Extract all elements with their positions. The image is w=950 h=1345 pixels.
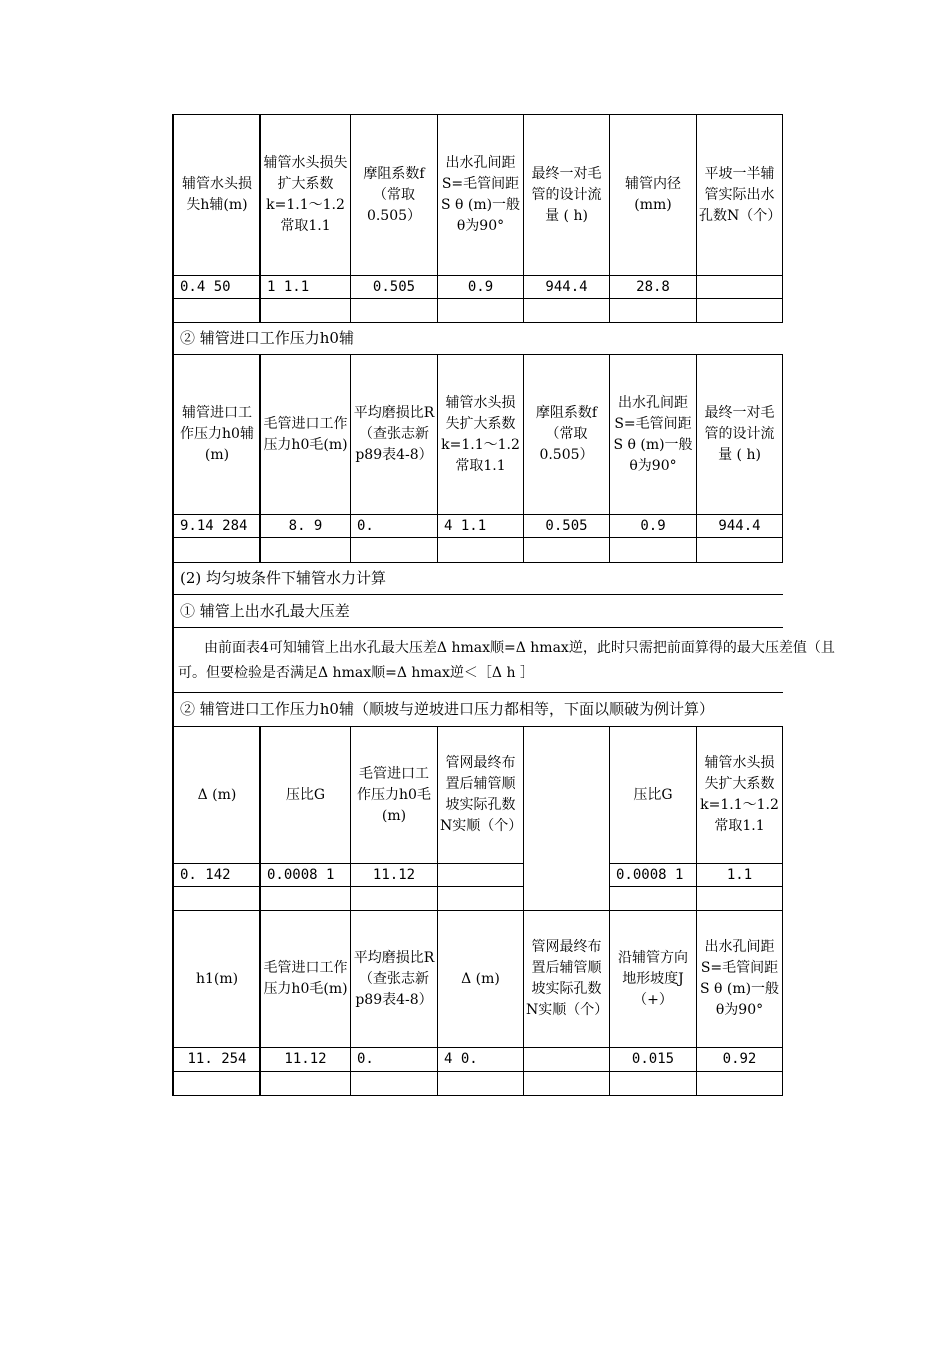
t4-h6: 出水孔间距S=毛管间距 S θ (m)一般θ为90° — [699, 939, 780, 1018]
t2-h6: 最终一对毛管的设计流量 ( h) — [704, 405, 775, 463]
grid-row-line — [172, 863, 524, 864]
section-heading-inlet-pressure: ② 辅管进口工作压力h0辅 — [180, 329, 354, 347]
t3-v3 — [438, 864, 523, 886]
grid-row-line — [172, 1095, 783, 1096]
paragraph-line-2: 可。但要检验是否满足Δ hmax顺=Δ hmax逆＜［Δ h ］ — [178, 665, 534, 681]
t1-v3: 0.9 — [467, 278, 494, 295]
t4-v2: 0. — [357, 1051, 374, 1067]
grid-col-line — [259, 114, 261, 323]
grid-col-line — [259, 354, 261, 563]
grid-row-line — [172, 627, 783, 628]
grid-row-line — [172, 322, 783, 323]
t4-v0: 11. 254 — [187, 1051, 247, 1067]
t4-v1: 11.12 — [284, 1051, 327, 1067]
t4-h3: Δ (m) — [461, 970, 500, 987]
t1-h1: 辅管水头损失扩大系数k=1.1～1.2常取1.1 — [263, 155, 348, 234]
grid-col-line — [523, 354, 524, 563]
t2-v4: 0.505 — [545, 517, 588, 534]
t2-h0: 辅管进口工作压力h0辅(m) — [180, 405, 254, 463]
t3-v1: 0.0008 1 — [267, 866, 335, 883]
t3-h2: 毛管进口工作压力h0毛(m) — [357, 765, 431, 824]
t3-v2: 11.12 — [372, 866, 416, 883]
grid-right-border — [782, 114, 783, 323]
grid-row-line — [172, 114, 783, 115]
t2-v0: 9.14 284 — [180, 517, 248, 534]
grid-row-line — [172, 537, 783, 538]
t1-v0: 0.4 50 — [180, 278, 231, 295]
t2-h2: 平均磨损比R（查张志新p89表4-8） — [353, 405, 435, 463]
t1-v1: 1 1.1 — [267, 278, 310, 295]
grid-col-line — [259, 726, 261, 1096]
grid-col-line — [437, 354, 438, 563]
t1-h2: 摩阻系数f（常取0.505） — [363, 165, 425, 224]
section-heading-inlet-pressure-slope: ② 辅管进口工作压力h0辅（顺坡与逆坡进口压力都相等，下面以顺破为例计算） — [180, 700, 714, 718]
grid-row-line — [172, 1047, 783, 1048]
t1-v2: 0.505 — [372, 278, 416, 295]
t4-v5: 0.015 — [631, 1051, 675, 1067]
t4-h5: 沿辅管方向地形坡度J（+） — [618, 949, 688, 1008]
grid-col-line — [523, 114, 524, 323]
grid-row-line — [172, 275, 783, 276]
t2-v1: 8. 9 — [288, 517, 323, 534]
t2-h4: 摩阻系数f（常取0.505） — [535, 405, 598, 463]
grid-col-line — [437, 726, 438, 1096]
t2-v3: 4 1.1 — [444, 517, 487, 534]
t2-h1: 毛管进口工作压力h0毛(m) — [263, 415, 348, 453]
t4-h1: 毛管进口工作压力h0毛(m) — [263, 960, 348, 997]
grid-row-line — [172, 594, 783, 595]
t1-v6 — [697, 276, 782, 298]
t4-h0: h1(m) — [195, 970, 239, 987]
grid-row-line — [172, 1071, 783, 1072]
section-heading-uniform-slope: (2) 均匀坡条件下辅管水力计算 — [180, 569, 387, 587]
grid-row-line — [172, 562, 783, 563]
t2-h3: 辅管水头损失扩大系数k=1.1～1.2常取1.1 — [441, 394, 520, 474]
t2-v6: 944.4 — [718, 517, 761, 534]
grid-row-line — [172, 910, 783, 911]
grid-col-line — [350, 354, 351, 563]
t4-v4 — [524, 1048, 609, 1071]
grid-left-border — [172, 114, 174, 1096]
t1-h0: 辅管水头损失h辅(m) — [182, 176, 252, 213]
t4-v3: 4 0. — [444, 1051, 478, 1067]
grid-right-border — [782, 726, 783, 1096]
grid-col-line — [437, 114, 438, 323]
grid-row-line — [172, 726, 783, 727]
t3-h1: 压比G — [285, 786, 326, 803]
grid-row-line — [172, 514, 783, 515]
t1-v4: 944.4 — [545, 278, 588, 295]
grid-col-line — [696, 114, 697, 323]
t1-v5: 28.8 — [636, 278, 670, 295]
t1-h3: 出水孔间距S=毛管间距 S θ (m)一般θ为90° — [440, 155, 521, 234]
grid-col-line — [696, 726, 697, 1096]
t3-v4: 0.0008 1 — [616, 866, 684, 883]
grid-row-line — [609, 863, 783, 864]
grid-col-line — [609, 726, 610, 1096]
t3-h6: 辅管水头损失扩大系数k=1.1～1.2常取1.1 — [700, 755, 779, 834]
grid-row-line — [172, 298, 783, 299]
t3-v0: 0. 142 — [180, 866, 231, 883]
grid-col-line — [350, 114, 351, 323]
grid-row-line — [172, 692, 783, 693]
grid-right-border — [782, 354, 783, 563]
t3-h3: 管网最终布置后辅管顺坡实际孔数N实顺（个） — [440, 755, 523, 834]
t4-h2: 平均磨损比R（查张志新p89表4-8） — [353, 949, 435, 1008]
grid-row-line — [172, 886, 524, 887]
t4-v6: 0.92 — [722, 1051, 757, 1067]
t1-h4: 最终一对毛管的设计流量 ( h) — [531, 165, 602, 224]
grid-col-line — [350, 726, 351, 1096]
t1-h6: 平坡一半辅管实际出水孔数N（个） — [699, 165, 782, 224]
grid-col-line — [609, 354, 610, 563]
grid-col-line — [609, 114, 610, 323]
t2-v5: 0.9 — [640, 517, 666, 534]
grid-col-line — [523, 726, 524, 1096]
t3-h5: 压比G — [633, 786, 673, 803]
grid-row-line — [172, 354, 783, 355]
t2-v2: 0. — [357, 517, 374, 534]
grid-col-line — [696, 354, 697, 563]
t1-h5: 辅管内径 (mm) — [625, 176, 681, 213]
t2-h5: 出水孔间距S=毛管间距 S θ (m)一般θ为90° — [613, 394, 693, 474]
t3-v5: 1.1 — [726, 866, 753, 883]
section-heading-max-pressure-diff: ① 辅管上出水孔最大压差 — [180, 601, 350, 620]
grid-row-line — [609, 886, 783, 887]
paragraph-line-1: 由前面表4可知辅管上出水孔最大压差Δ hmax顺=Δ hmax逆，此时只需把前面算得的最大压差值（且 — [204, 640, 835, 656]
t3-h0: Δ (m) — [197, 786, 237, 803]
t4-h4: 管网最终布置后辅管顺坡实际孔数N实顺（个） — [526, 939, 609, 1018]
